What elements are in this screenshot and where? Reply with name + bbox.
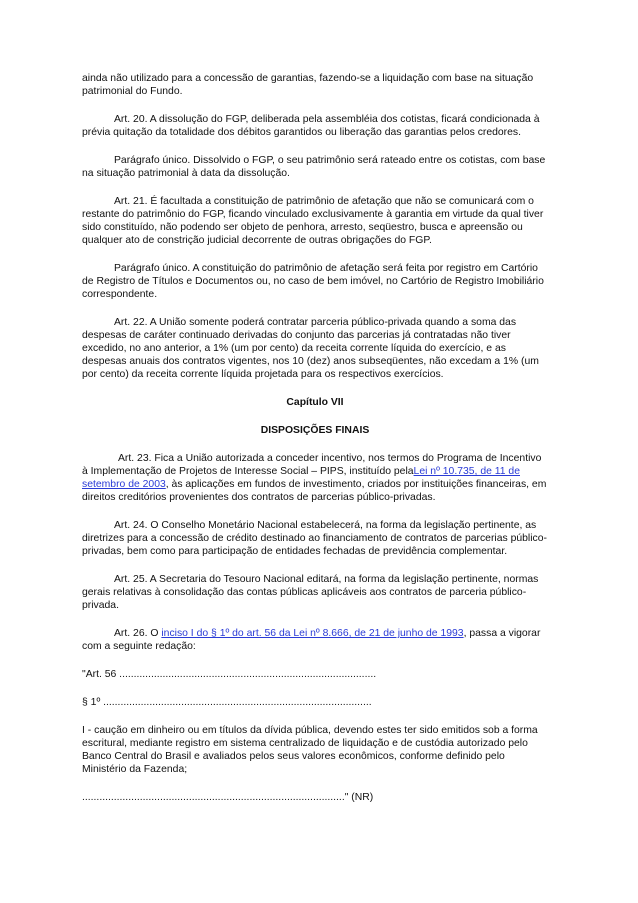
quote-art-56: "Art. 56 .........................................................................................	[82, 669, 377, 680]
law-8666-link[interactable]: inciso I do § 1º do art. 56 da Lei nº 8.666, de 21 de junho de 1993	[161, 628, 464, 639]
paragraph-art-20: Art. 20. A dissolução do FGP, deliberada pela assembléia dos cotistas, ficará condicionada à prévia quitação da totalidade dos débitos garantidos ou liberação das garantias pelos credores.	[82, 114, 540, 138]
art-23-text: Art. 23. Fica a União autorizada a conceder incentivo, nos termos do Programa de Incentivo à Implementação de Projetos de Interesse Social – PIPS, instituído pela	[82, 453, 542, 477]
art-26-text-end: , passa a vigorar com a seguinte redação:	[82, 628, 541, 652]
paragraph-art-21-sole: Parágrafo único. A constituição do patrimônio de afetação será feita por registro em Cartório de Registro de Títulos e Documentos ou, no caso de bem imóvel, no Cartório de Registro Imobiliário correspondente.	[82, 263, 544, 300]
quote-closing: ..........................................................................................." (NR)	[82, 792, 374, 803]
paragraph-art-26	[82, 627, 548, 653]
paragraph-art-20-sole: Parágrafo único. Dissolvido o FGP, o seu patrimônio será rateado entre os cotistas, com base na situação patrimonial à data da dissolução.	[82, 155, 546, 179]
paragraph-art-25: Art. 25. A Secretaria do Tesouro Nacional editará, na forma da legislação pertinente, normas gerais relativas à consolidação das contas públicas aplicáveis aos contratos de parceria público-privada.	[82, 574, 539, 611]
quote-paragraph-1: § 1º .............................................................................................	[82, 697, 372, 708]
law-10735-link[interactable]: Lei nº 10.735, de 11 de setembro de 2003	[82, 466, 520, 490]
document-page	[82, 72, 548, 819]
paragraph-continuation: ainda não utilizado para a concessão de garantias, fazendo-se a liquidação com base na situação patrimonial do Fundo.	[82, 73, 534, 97]
quote-inciso-i: I - caução em dinheiro ou em títulos da dívida pública, devendo estes ter sido emitidos sob a forma escritural, mediante registro em sistema centralizado de liquidação e de custódia autorizado pelo Banco Central do Brasil e avaliados pelos seus valores econômicos, conforme definido pelo Ministério da Fazenda;	[82, 725, 538, 775]
paragraph-art-24: Art. 24. O Conselho Monetário Nacional estabelecerá, na forma da legislação pertinente, as diretrizes para a concessão de crédito destinado ao financiamento de contratos de parcerias público-privadas, bem como para participação de entidades fechadas de previdência complementar.	[82, 520, 547, 557]
art-26-text: Art. 26. O	[114, 628, 162, 639]
paragraph-art-21: Art. 21. É facultada a constituição de patrimônio de afetação que não se comunicará com o restante do patrimônio do FGP, ficando vinculado exclusivamente à garantia em virtude da qual tiver sido constituído, não podendo ser objeto de penhora, arresto, seqüestro, busca e apreensão ou qualquer ato de constrição judicial decorrente de outras obrigações do FGP.	[82, 196, 544, 246]
paragraph-art-22: Art. 22. A União somente poderá contratar parceria público-privada quando a soma das despesas de caráter continuado derivadas do conjunto das parcerias já contratadas não tiver excedido, no ano anterior, a 1% (um por cento) da receita corrente líquida do exercício, e as despesas anuais dos contratos vigentes, nos 10 (dez) anos subseqüentes, não excedam a 1% (um por cento) da receita corrente líquida projetada para os respectivos exercícios.	[82, 317, 539, 380]
chapter-number: Capítulo VII	[286, 397, 344, 408]
paragraph-art-23	[82, 452, 548, 504]
chapter-title: DISPOSIÇÕES FINAIS	[260, 425, 370, 436]
art-23-text-end: , às aplicações em fundos de investimento, criados por instituições financeiras, em direitos creditórios provenientes dos contratos de parcerias público-privadas.	[82, 479, 547, 503]
